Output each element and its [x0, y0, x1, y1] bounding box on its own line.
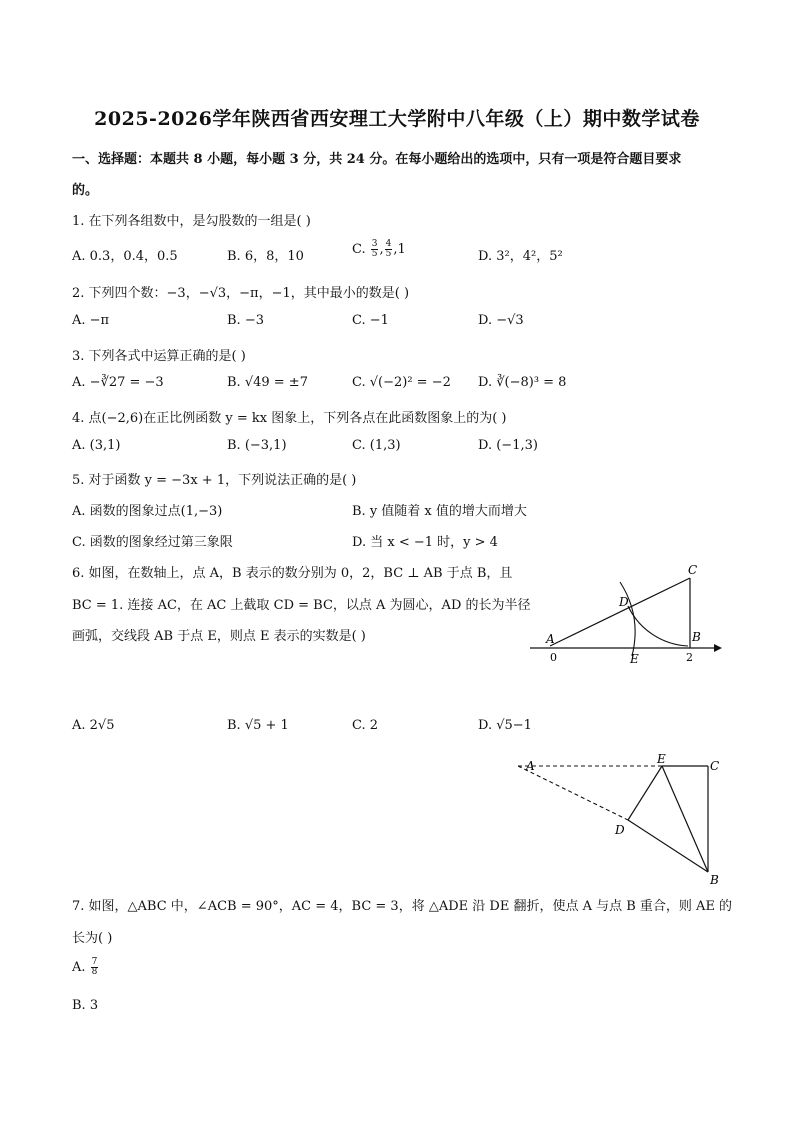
label-c: C [710, 759, 720, 773]
segment-db [628, 820, 708, 872]
denominator: 5 [371, 249, 378, 259]
arc-ae [620, 582, 635, 656]
q6-option-a: A. 2√5 [72, 718, 115, 733]
label-b: B [692, 630, 701, 644]
label-e: E [657, 752, 666, 766]
label-b: B [710, 873, 719, 887]
fraction [371, 240, 379, 259]
label-zero: 0 [550, 651, 557, 664]
segment-ac [550, 578, 690, 646]
label-d: D [619, 595, 629, 609]
q7-stem-line1: 7. 如图，△ABC 中，∠ACB = 90°，AC = 4，BC = 3，将 △ADE 沿 DE 翻折，使点 A 与点 B 重合，则 AE 的 [72, 899, 733, 914]
q4-option-d: D. (−1,3) [478, 438, 538, 453]
q2-stem: 2. 下列四个数：−3，−√3，−π，−1，其中最小的数是( ) [72, 286, 410, 301]
fraction [385, 240, 393, 259]
q4-option-b: B. (−3,1) [227, 438, 287, 453]
q6-option-d: D. √5−1 [478, 718, 532, 733]
q4-stem: 4. 点(−2,6)在正比例函数 y = kx 图象上，下列各点在此函数图象上的为( ) [72, 411, 507, 426]
q6-stem-line3: 画弧，交线段 AB 于点 E，则点 E 表示的实数是( ) [72, 629, 366, 644]
q3-option-a: A. −∛27 = −3 [72, 375, 164, 390]
q2-option-d: D. −√3 [478, 313, 524, 328]
q6-stem-line1: 6. 如图，在数轴上，点 A，B 表示的数分别为 0，2，BC ⊥ AB 于点 B，且 [72, 566, 513, 581]
q1-option-c-tail: 1 [397, 242, 406, 257]
label-two: 2 [686, 651, 693, 664]
q6-stem-line2: BC = 1. 连接 AC，在 AC 上截取 CD = BC，以点 A 为圆心，AD 的长为半径 [72, 598, 531, 613]
segment-ad-dashed [518, 766, 628, 820]
q3-option-d: D. ∛(−8)³ = 8 [478, 375, 567, 390]
q4-option-c: C. (1,3) [352, 438, 401, 453]
label-a: A [546, 632, 555, 646]
q6-figure [528, 560, 728, 670]
label-c: C [688, 563, 698, 577]
q7-option-b: B. 3 [72, 998, 99, 1013]
q1-option-d: D. 3²，4²，5² [478, 249, 563, 264]
q6-option-b: B. √5 + 1 [227, 718, 289, 733]
q3-stem: 3. 下列各式中运算正确的是( ) [72, 349, 246, 364]
segment-ed [628, 766, 662, 820]
number-line-arrow [714, 644, 722, 652]
label-d: D [615, 823, 625, 837]
q3-option-b: B. √49 = ±7 [227, 375, 308, 390]
arc-cd [628, 606, 688, 646]
q2-option-c: C. −1 [352, 313, 389, 328]
q1-stem: 1. 在下列各组数中，是勾股数的一组是( ) [72, 214, 311, 229]
segment-eb [662, 766, 708, 872]
q1-option-b: B. 6，8，10 [227, 249, 304, 264]
q6-option-c: C. 2 [352, 718, 379, 733]
q1-option-c: C. $\frac{3}{5}$ , $\frac{4}{5}$ ,1 [352, 239, 406, 259]
numerator: 3 [371, 239, 378, 249]
q7-figure [518, 750, 728, 890]
q1-option-c-prefix: C. [352, 242, 370, 257]
q4-option-a: A. (3,1) [72, 438, 121, 453]
q5-option-a: A. 函数的图象过点(1,−3) [72, 504, 223, 519]
label-e: E [630, 652, 639, 666]
numerator: 4 [385, 239, 392, 249]
section-heading: 一、选择题：本题共 8 小题，每小题 3 分，共 24 分。在每小题给出的选项中，只有一项是符合题目要求 [72, 152, 682, 167]
q7-option-a [72, 958, 99, 977]
numerator: 7 [91, 957, 98, 967]
q3-option-c: C. √(−2)² = −2 [352, 375, 451, 390]
denominator: 8 [91, 967, 98, 977]
section-heading-cont: 的。 [72, 183, 99, 198]
q5-option-d: D. 当 x < −1 时，y > 4 [352, 535, 498, 550]
denominator: 5 [385, 249, 392, 259]
q5-option-b: B. y 值随着 x 值的增大而增大 [352, 504, 527, 519]
q1-option-a: A. 0.3，0.4，0.5 [72, 249, 178, 264]
q7-stem-line2: 长为( ) [72, 931, 113, 946]
q5-stem: 5. 对于函数 y = −3x + 1，下列说法正确的是( ) [72, 473, 357, 488]
page-title: 2025-2026学年陕西省西安理工大学附中八年级（上）期中数学试卷 [94, 108, 700, 130]
label-a: A [526, 759, 535, 773]
q5-option-c: C. 函数的图象经过第三象限 [72, 535, 233, 550]
q7-option-a-prefix: A. [72, 960, 90, 975]
fraction [91, 958, 99, 977]
q2-option-b: B. −3 [227, 313, 264, 328]
q2-option-a: A. −π [72, 313, 110, 328]
